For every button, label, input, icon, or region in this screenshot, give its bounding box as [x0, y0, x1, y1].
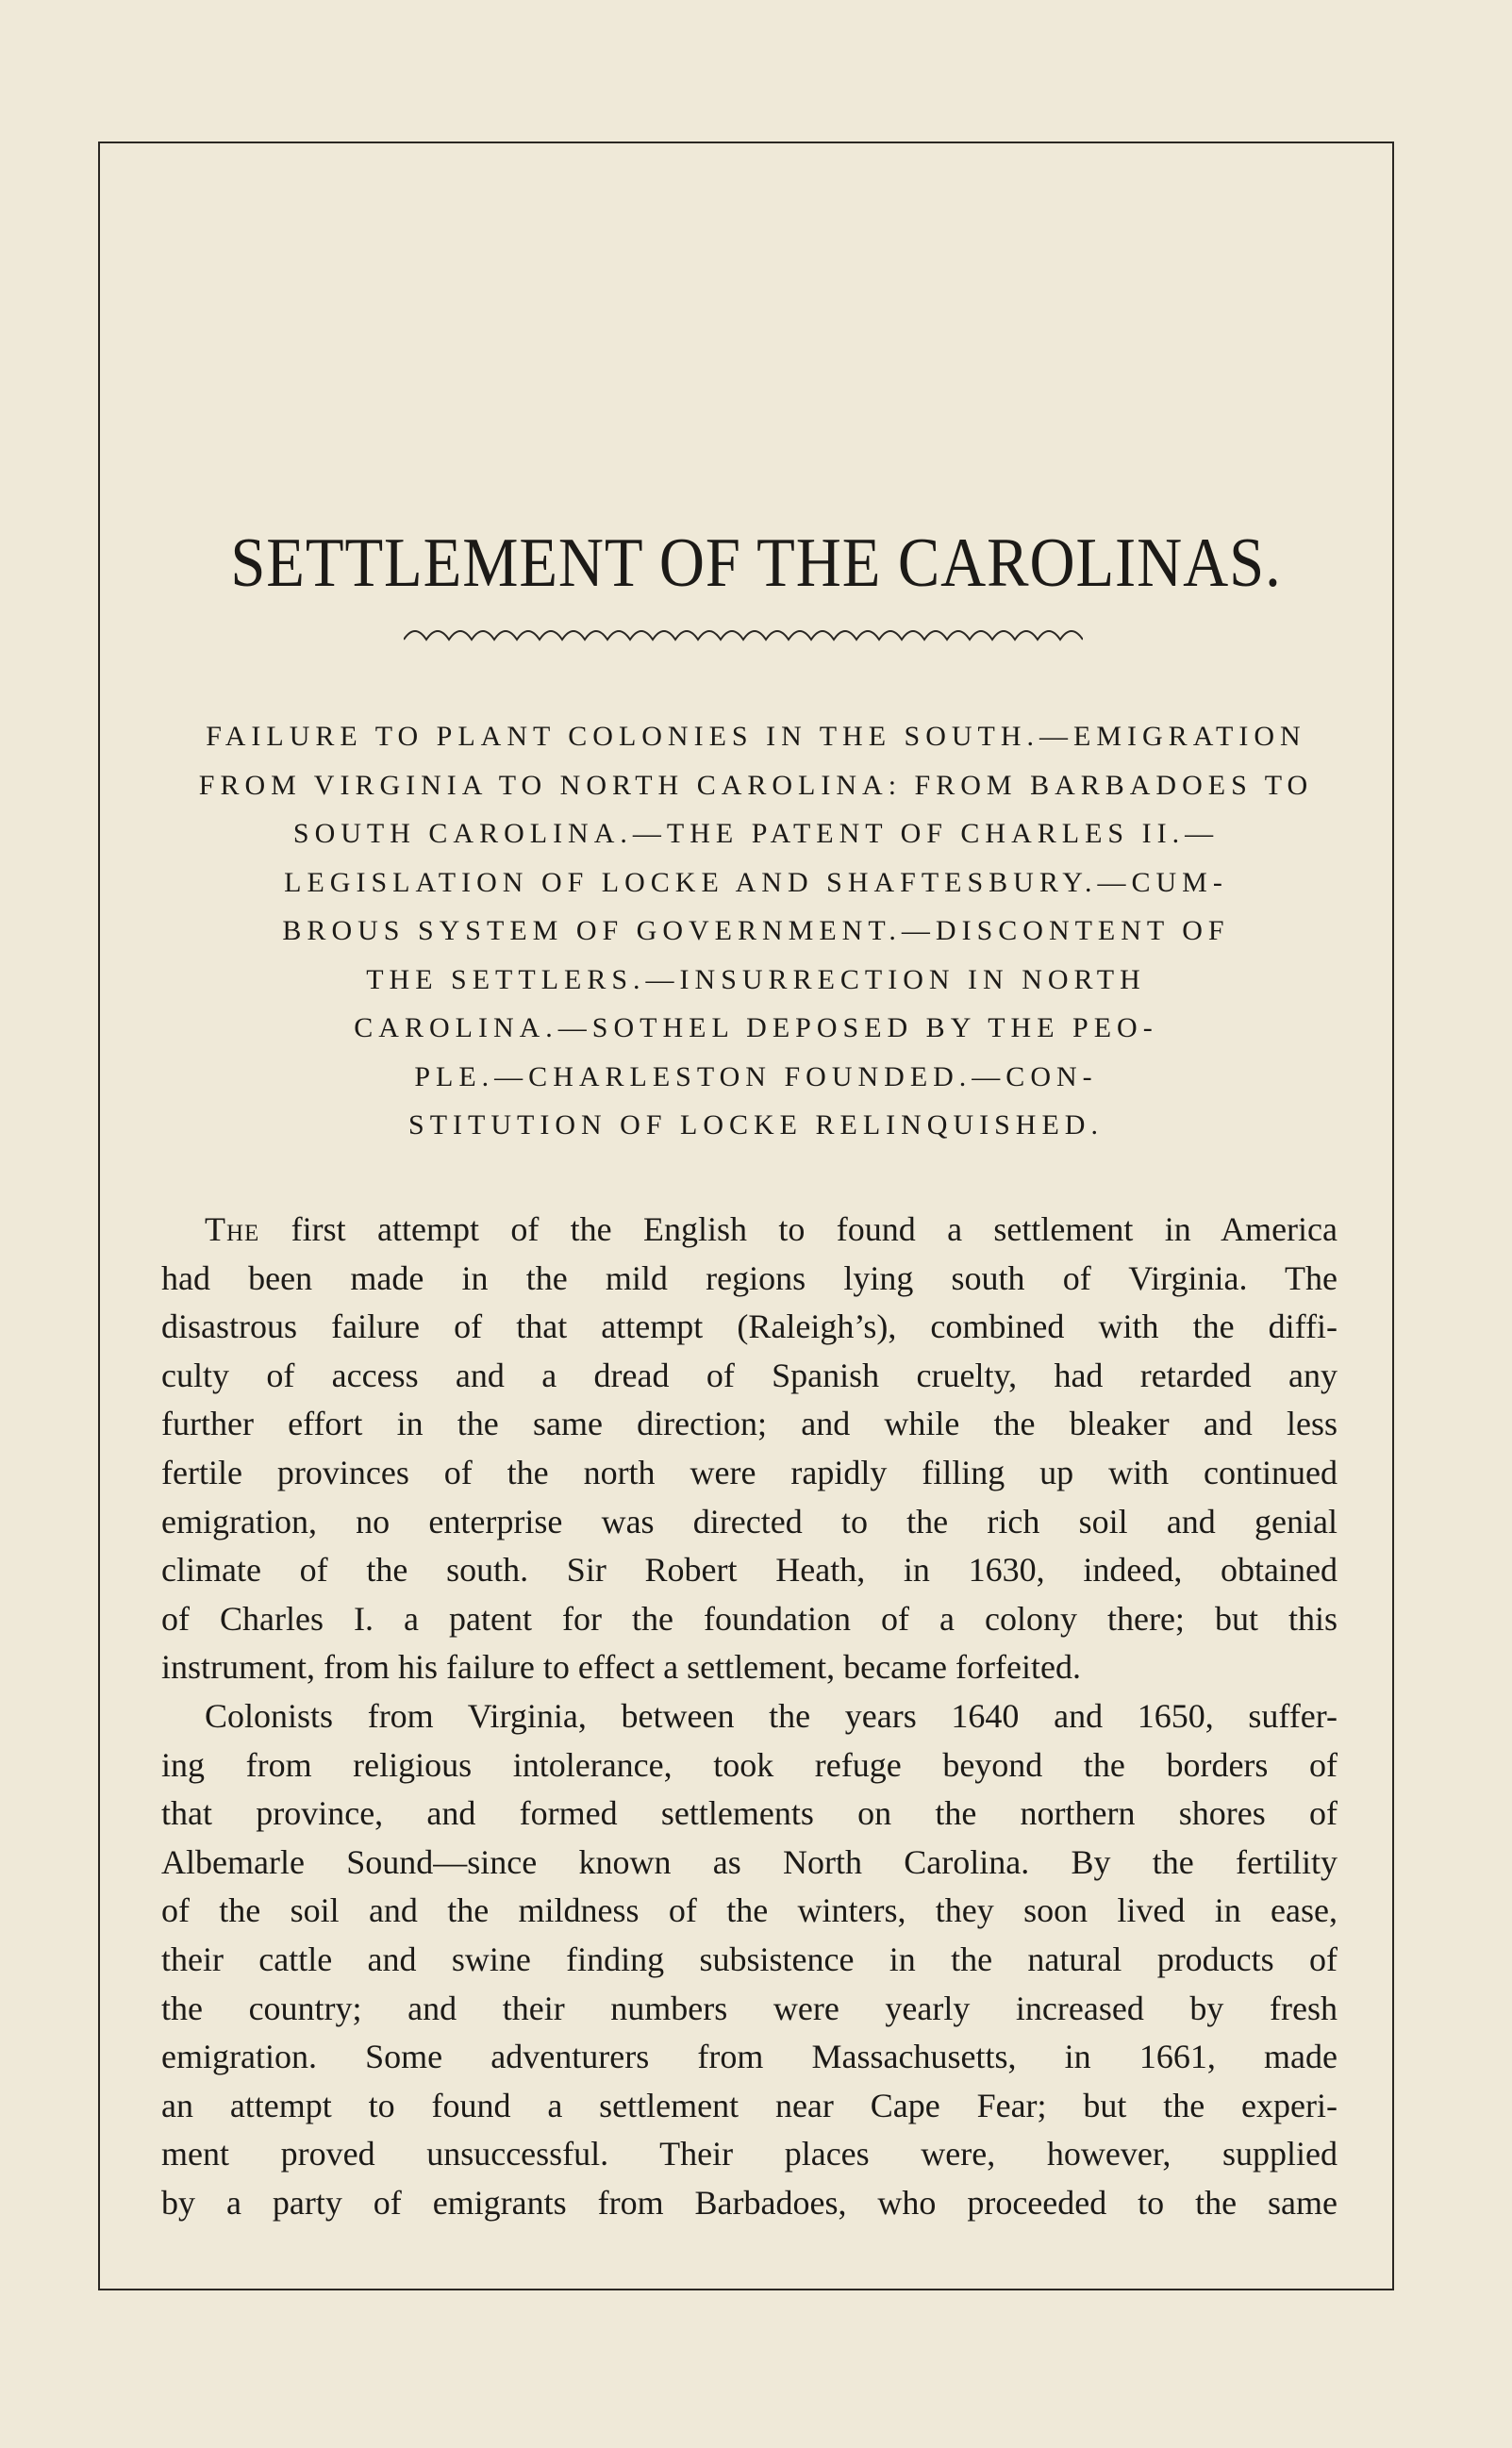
summary-line: SOUTH CAROLINA.—THE PATENT OF CHARLES II.—	[292, 818, 1220, 849]
chapter-summary	[0, 712, 1512, 1150]
text-line: Colonists from Virginia, between the years 1640 and 1650, suffer-	[205, 1696, 1338, 1735]
first-line-rest: first attempt of the English to found a settlement in America	[259, 1210, 1338, 1248]
text-line	[161, 1206, 1338, 1255]
chapter-title: SETTLEMENT OF THE CAROLINAS.	[230, 524, 1282, 602]
text-line: that province, and formed settlements on the northern shores of	[161, 1794, 1338, 1833]
drop-word: The	[205, 1210, 260, 1248]
summary-line: BROUS SYSTEM OF GOVERNMENT.—DISCONTENT OF	[282, 915, 1230, 946]
summary-line: STITUTION OF LOCKE RELINQUISHED.	[408, 1109, 1104, 1141]
text-line: the country; and their numbers were yearly increased by fresh	[161, 1989, 1338, 2027]
text-line: of the soil and the mildness of the winters, they soon lived in ease,	[161, 1891, 1338, 1930]
paragraph-2	[161, 1692, 1338, 2228]
text-line: emigration, no enterprise was directed to the rich soil and genial	[161, 1502, 1338, 1540]
text-line: climate of the south. Sir Robert Heath, in 1630, indeed, obtained	[161, 1551, 1338, 1590]
wavy-rule-ornament	[404, 623, 1083, 647]
text-line: by a party of emigrants from Barbadoes, who proceeded to the same	[161, 2183, 1338, 2222]
summary-line: FAILURE TO PLANT COLONIES IN THE SOUTH.—EMIGRATION	[206, 721, 1306, 752]
text-line: culty of access and a dread of Spanish cruelty, had retarded any	[161, 1356, 1338, 1394]
text-line: emigration. Some adventurers from Massachusetts, in 1661, made	[161, 2038, 1338, 2076]
text-line: instrument, from his failure to effect a settlement, became forfeited.	[161, 1648, 1081, 1687]
text-line: of Charles I. a patent for the foundation of a colony there; but this	[161, 1599, 1338, 1638]
text-line: ing from religious intolerance, took refuge beyond the borders of	[161, 1745, 1338, 1784]
text-line: further effort in the same direction; and while the bleaker and less	[161, 1405, 1338, 1443]
summary-line: LEGISLATION OF LOCKE AND SHAFTESBURY.—CUM-	[284, 866, 1228, 898]
text-line: ment proved unsuccessful. Their places were, however, supplied	[161, 2135, 1338, 2173]
text-line: their cattle and swine finding subsistence in the natural products of	[161, 1940, 1338, 1978]
text-line: Albemarle Sound—since known as North Carolina. By the fertility	[161, 1842, 1338, 1881]
text-line: had been made in the mild regions lying south of Virginia. The	[161, 1258, 1338, 1297]
text-line: disastrous failure of that attempt (Raleigh’s), combined with the diffi-	[161, 1307, 1338, 1346]
summary-line: CAROLINA.—SOTHEL DEPOSED BY THE PEO-	[354, 1012, 1158, 1043]
text-line: fertile provinces of the north were rapidly filling up with continued	[161, 1453, 1338, 1491]
summary-line: FROM VIRGINIA TO NORTH CAROLINA: FROM BARBADOES TO	[198, 769, 1314, 801]
summary-line: THE SETTLERS.—INSURRECTION IN NORTH	[366, 963, 1146, 995]
summary-line: PLE.—CHARLESTON FOUNDED.—CON-	[414, 1060, 1098, 1092]
paragraph-1	[161, 1206, 1338, 1692]
text-line: an attempt to found a settlement near Cape Fear; but the experi-	[161, 2086, 1338, 2124]
body-text	[161, 1206, 1338, 2227]
